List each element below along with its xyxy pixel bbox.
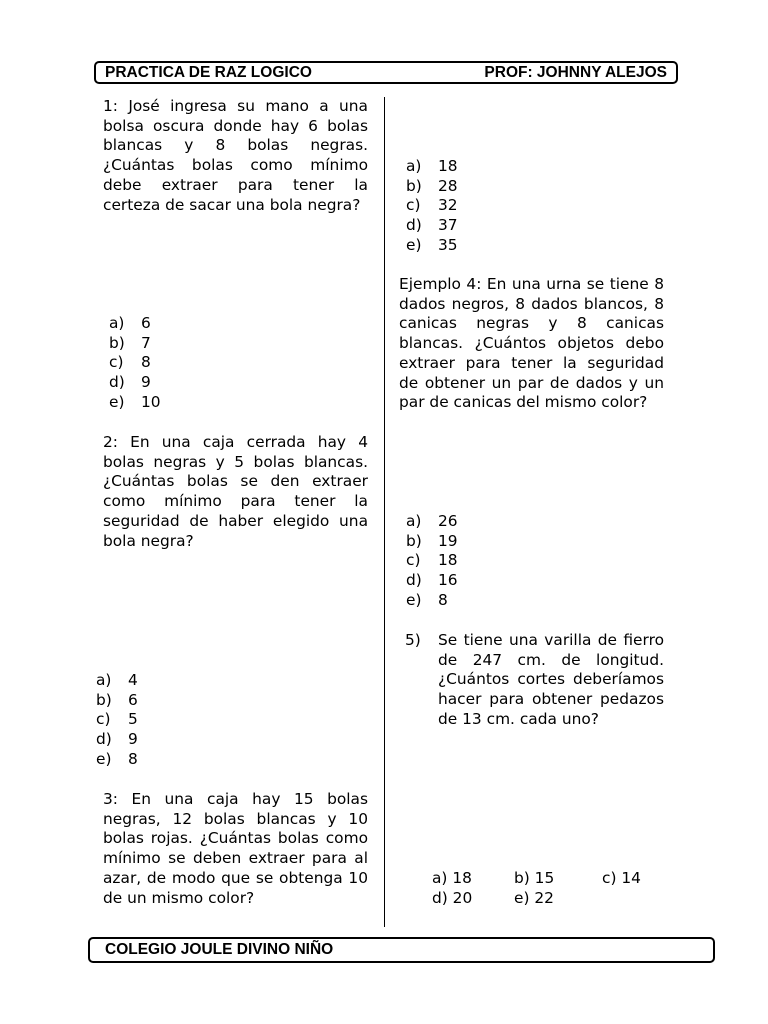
answer-option-letter: c) — [406, 196, 421, 215]
question-3-options — [406, 157, 458, 256]
answer-option-value: 7 — [141, 333, 151, 352]
answer-option — [406, 591, 458, 611]
answer-option-value: 8 — [141, 353, 151, 372]
answer-option — [96, 710, 138, 730]
answer-option — [406, 236, 458, 256]
answer-option — [96, 671, 138, 691]
question-5-option: c) 14 — [602, 869, 641, 887]
answer-option-value: 10 — [141, 392, 161, 411]
answer-option-value: 19 — [438, 531, 458, 550]
answer-option — [109, 314, 161, 334]
answer-option — [406, 196, 458, 216]
question-5 — [405, 631, 664, 730]
answer-option — [109, 393, 161, 413]
answer-option-letter: e) — [406, 235, 422, 254]
answer-option — [406, 551, 458, 571]
answer-option-value: 18 — [438, 157, 458, 175]
answer-option-letter: e) — [406, 590, 422, 609]
answer-option-value: 5 — [128, 710, 138, 729]
question-5-text: Se tiene una varilla de fierro de 247 cm. de longitud. ¿Cuántos cortes deberíamos hacer para obtener pedazos de 13 cm. cada uno? — [438, 631, 664, 728]
answer-option-letter: d) — [406, 571, 422, 590]
question-1-options — [109, 314, 161, 413]
answer-option-letter: d) — [96, 730, 112, 749]
answer-option — [406, 532, 458, 552]
question-5-number: 5) — [405, 631, 421, 649]
answer-option — [109, 334, 161, 354]
question-5-option: d) 20 — [432, 889, 473, 907]
answer-option-value: 6 — [141, 314, 151, 332]
answer-option-letter: d) — [406, 216, 422, 235]
answer-option-letter: b) — [109, 333, 125, 352]
question-4-text: Ejemplo 4: En una urna se tiene 8 dados negros, 8 dados blancos, 8 canicas negras y 8 canicas blancas. ¿Cuántos objetos debo extraer para tener la seguridad de obtener un par de dados y un par de canicas del mismo color? — [399, 275, 664, 412]
answer-option — [109, 373, 161, 393]
school-name: COLEGIO JOULE DIVINO NIÑO — [105, 941, 334, 958]
answer-option-letter: a) — [109, 314, 125, 332]
question-5-option: e) 22 — [514, 889, 554, 907]
answer-option — [406, 157, 458, 177]
answer-option — [96, 730, 138, 750]
answer-option-value: 32 — [438, 196, 458, 215]
teacher-name: PROF: JOHNNY ALEJOS — [484, 63, 667, 81]
answer-option-value: 9 — [128, 730, 138, 749]
answer-option-value: 16 — [438, 571, 458, 590]
answer-option-value: 4 — [128, 671, 138, 689]
answer-option-value: 6 — [128, 690, 138, 709]
answer-option-letter: c) — [96, 710, 111, 729]
answer-option-value: 35 — [438, 235, 458, 254]
answer-option-letter: d) — [109, 373, 125, 392]
answer-option-letter: e) — [109, 392, 125, 411]
question-4-options — [406, 512, 458, 611]
answer-option — [406, 177, 458, 197]
footer-banner — [88, 937, 715, 963]
answer-option-letter: b) — [406, 176, 422, 195]
column-divider — [384, 97, 385, 927]
question-2-options — [96, 671, 138, 770]
answer-option-value: 9 — [141, 373, 151, 392]
header-banner — [94, 61, 678, 84]
page-title: PRACTICA DE RAZ LOGICO — [105, 63, 312, 81]
answer-option-letter: e) — [96, 749, 112, 768]
answer-option — [96, 691, 138, 711]
answer-option — [109, 353, 161, 373]
question-5-option: a) 18 — [432, 869, 472, 887]
answer-option-value: 28 — [438, 176, 458, 195]
question-2-text: 2: En una caja cerrada hay 4 bolas negras y 5 bolas blancas. ¿Cuántas bolas se den extraer como mínimo para tener la seguridad de haber elegido una bola negra? — [103, 433, 368, 550]
answer-option-letter: c) — [406, 551, 421, 570]
answer-option-value: 8 — [438, 590, 448, 609]
answer-option-value: 37 — [438, 216, 458, 235]
answer-option-letter: b) — [406, 531, 422, 550]
answer-option-value: 26 — [438, 512, 458, 530]
answer-option — [96, 750, 138, 770]
answer-option-value: 18 — [438, 551, 458, 570]
question-1-text: 1: José ingresa su mano a una bolsa oscura donde hay 6 bolas blancas y 8 bolas negras. ¿Cuántas bolas como mínimo debe extraer para tener la certeza de sacar una bola negra? — [103, 97, 368, 214]
answer-option — [406, 512, 458, 532]
answer-option-letter: b) — [96, 690, 112, 709]
question-3-text: 3: En una caja hay 15 bolas negras, 12 bolas blancas y 10 bolas rojas. ¿Cuántas bolas como mínimo se deben extraer para al azar, de modo que se obtenga 10 de un mismo color? — [103, 790, 368, 907]
answer-option — [406, 571, 458, 591]
answer-option-value: 8 — [128, 749, 138, 768]
answer-option-letter: a) — [96, 671, 112, 689]
answer-option-letter: a) — [406, 157, 422, 175]
answer-option — [406, 216, 458, 236]
answer-option-letter: a) — [406, 512, 422, 530]
question-5-option: b) 15 — [514, 869, 555, 887]
answer-option-letter: c) — [109, 353, 124, 372]
